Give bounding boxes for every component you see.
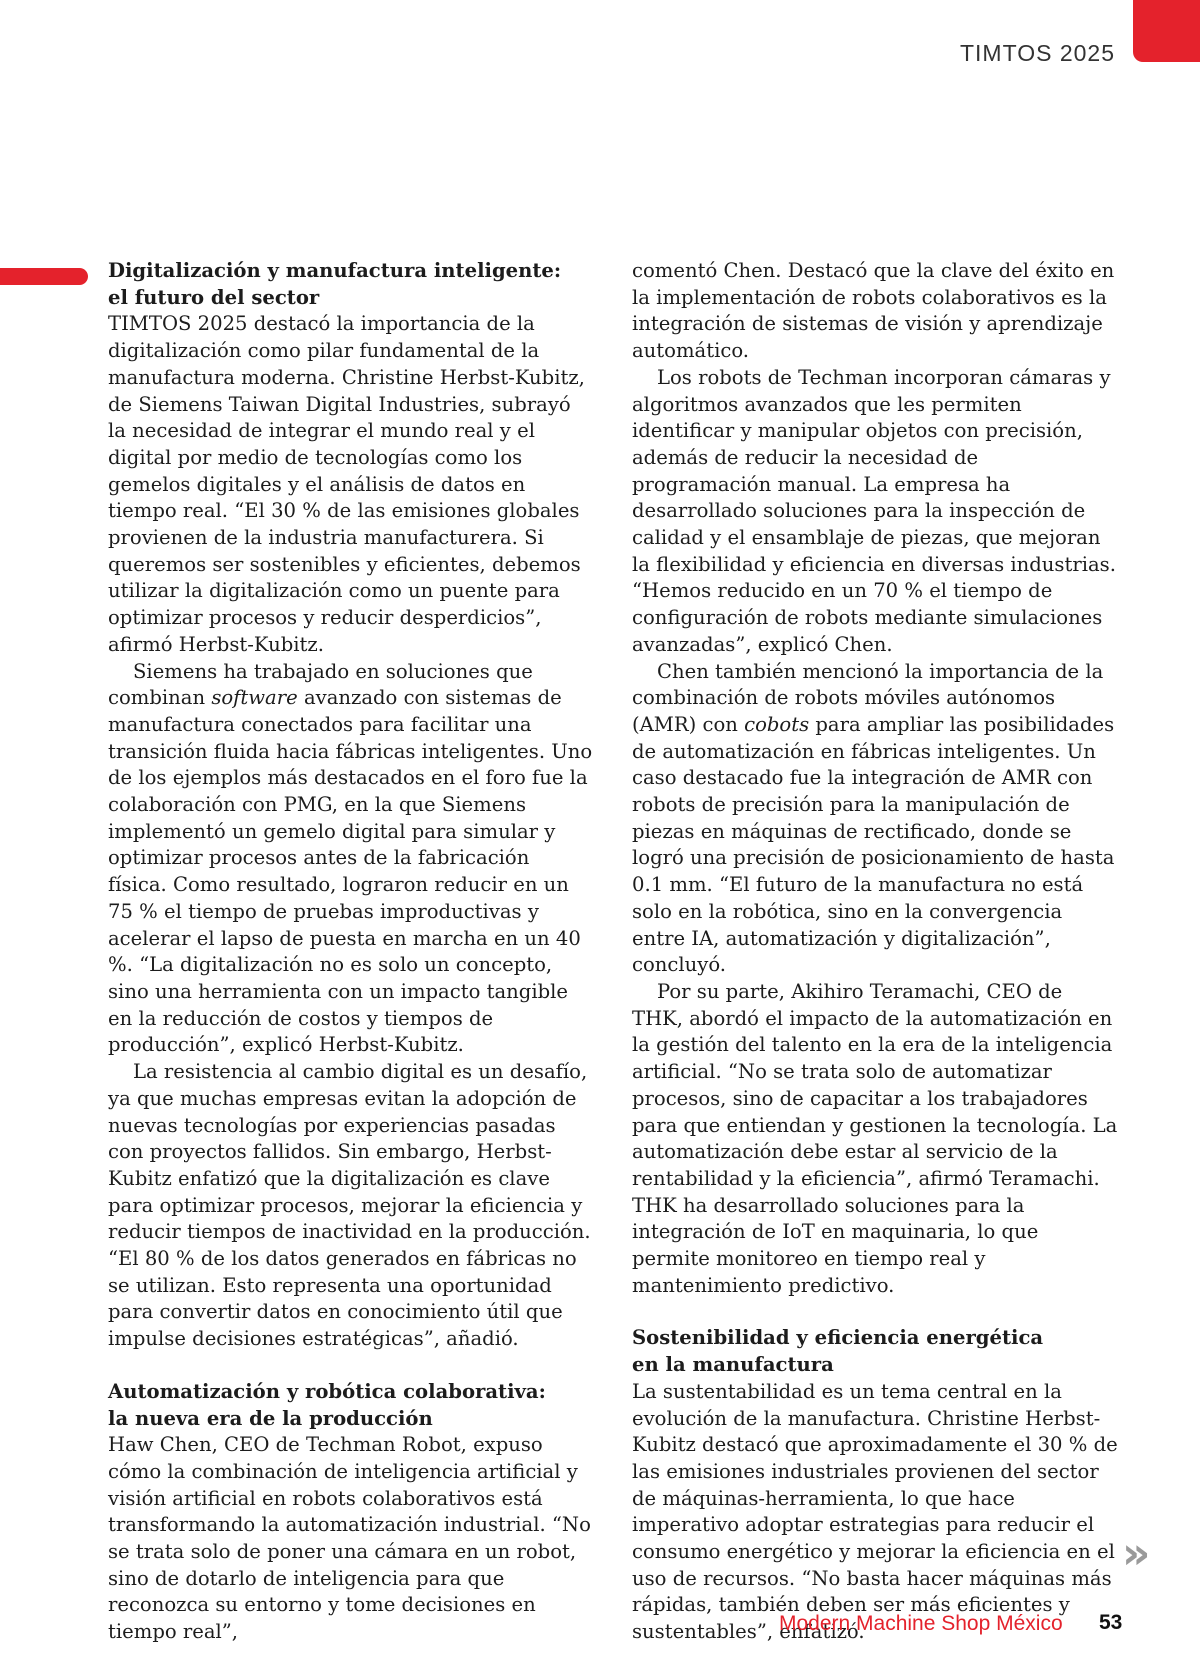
heading-line: el futuro del sector — [108, 285, 320, 309]
paragraph: Por su parte, Akihiro Teramachi, CEO de THK, abordó el impacto de la automatización en la gestión del talento en la era de la inteligencia artificial. “No se trata solo de automatizar procesos, sino de capacitar a los trabajadores para que entiendan y gestionen la tecnología. La automatización debe estar al servicio de la rentabilidad y la eficiencia”, afirmó Teramachi. THK ha desarrollado soluciones para la integración de IoT en maquinaria, lo que permite monitoreo en tiempo real y mantenimiento predictivo. — [632, 979, 1118, 1297]
heading-line: Sostenibilidad y eficiencia energética — [632, 1326, 1044, 1350]
right-column — [632, 258, 1118, 1646]
heading-line: en la manufactura — [632, 1353, 834, 1377]
section-marker-bar — [0, 268, 88, 285]
left-column — [108, 258, 594, 1646]
running-head: TIMTOS 2025 — [959, 40, 1115, 66]
text-run: Siemens ha trabajado en soluciones que combinan — [108, 659, 533, 710]
paragraph: comentó Chen. Destacó que la clave del éxito en la implementación de robots colaborativos es la integración de sistemas de visión y aprendizaje automático. — [632, 259, 1115, 363]
paragraph: TIMTOS 2025 destacó la importancia de la digitalización como pilar fundamental de la manufactura moderna. Christine Herbst-Kubitz, de Siemens Taiwan Digital Industries, subrayó la necesidad de integrar el mundo real y el digital por medio de tecnologías como los gemelos digitales y el análisis de datos en tiempo real. “El 30 % de las emisiones globales provienen de la industria manufacturera. Si queremos ser sostenibles y eficientes, debemos utilizar la digitalización como un puente para optimizar procesos y reducir desperdicios”, afirmó Herbst-Kubitz. — [108, 312, 585, 656]
paragraph — [108, 659, 594, 1060]
text-run: Chen también mencionó la importancia de la combinación de robots móviles autónomos (AMR) con — [632, 659, 1104, 736]
text-run: avanzado con sistemas de manufactura conectados para facilitar una transición fluida hacia fábricas inteligentes. Uno de los ejemplos más destacados en el foro fue la colaboración con PMG, en la que Siemens implementó un gemelo digital para simular y optimizar procesos antes de la fabricación física. Como resultado, lograron reducir en un 75 % el tiempo de pruebas improductivas y acelerar el lapso de puesta en marcha en un 40 %. “La digitalización no es solo un concepto, sino una herramienta con un impacto tangible en la reducción de costos y tiempos de producción”, explicó Herbst-Kubitz. — [108, 686, 593, 1057]
italic-term: cobots — [744, 712, 810, 736]
paragraph: La sustentabilidad es un tema central en la evolución de la manufactura. Christine Herbst-Kubitz destacó que aproximadamente el 30 % de las emisiones industriales provienen del sector de máquinas-herramienta, lo que hace imperativo adoptar estrategias para reducir el consumo energético y mejorar la eficiencia en el uso de recursos. “No basta hacer máquinas más rápidas, también deben ser más eficientes y sustentables”, enfatizó. — [632, 1379, 1118, 1644]
text-run: para ampliar las posibilidades de automatización en fábricas inteligentes. Un caso destacado fue la integración de AMR con robots de precisión para la manipulación de piezas en máquinas de rectificado, donde se logró una precisión de posicionamiento de hasta 0.1 mm. “El futuro de la manufactura no está solo en la robótica, sino en la convergencia entre IA, automatización y digitalización”, concluyó. — [632, 712, 1115, 977]
page-number: 53 — [1099, 1611, 1123, 1634]
heading-line: Automatización y robótica colaborativa: — [108, 1379, 546, 1403]
paragraph: La resistencia al cambio digital es un desafío, ya que muchas empresas evitan la adopción de nuevas tecnologías por experiencias pasadas con proyectos fallidos. Sin embargo, Herbst-Kubitz enfatizó que la digitalización es clave para optimizar procesos, mejorar la eficiencia y reducir tiempos de inactividad en la producción. “El 80 % de los datos generados en fábricas no se utilizan. Esto representa una oportunidad para convertir datos en conocimiento útil que impulse decisiones estratégicas”, añadió. — [108, 1060, 591, 1351]
section-heading-automatizacion — [108, 1379, 594, 1432]
italic-term: software — [211, 686, 298, 710]
publication-name: Modern Machine Shop México — [779, 1612, 1063, 1635]
heading-line: Digitalización y manufactura inteligente: — [108, 259, 562, 282]
heading-line: la nueva era de la producción — [108, 1406, 433, 1430]
paragraph: Los robots de Techman incorporan cámaras y algoritmos avanzados que les permiten identificar y manipular objetos con precisión, además de reducir la necesidad de programación manual. La empresa ha desarrollado soluciones para la inspección de calidad y el ensamblaje de piezas, que mejoran la flexibilidad y eficiencia en diversas industrias. “Hemos reducido en un 70 % el tiempo de configuración de robots mediante simulaciones avanzadas”, explicó Chen. — [632, 365, 1116, 656]
paragraph: Haw Chen, CEO de Techman Robot, expuso cómo la combinación de inteligencia artificial y visión artificial en robots colaborativos está transformando la automatización industrial. “No se trata solo de poner una cámara en un robot, sino de dotarlo de inteligencia para que reconozca su entorno y tome decisiones en tiempo real”, — [108, 1433, 591, 1644]
double-chevron-right-icon: » — [1122, 1528, 1137, 1579]
paragraph — [632, 659, 1118, 979]
corner-tab-decoration — [1133, 0, 1200, 62]
section-heading-sostenibilidad — [632, 1325, 1118, 1378]
section-heading-digitalizacion — [108, 258, 594, 311]
